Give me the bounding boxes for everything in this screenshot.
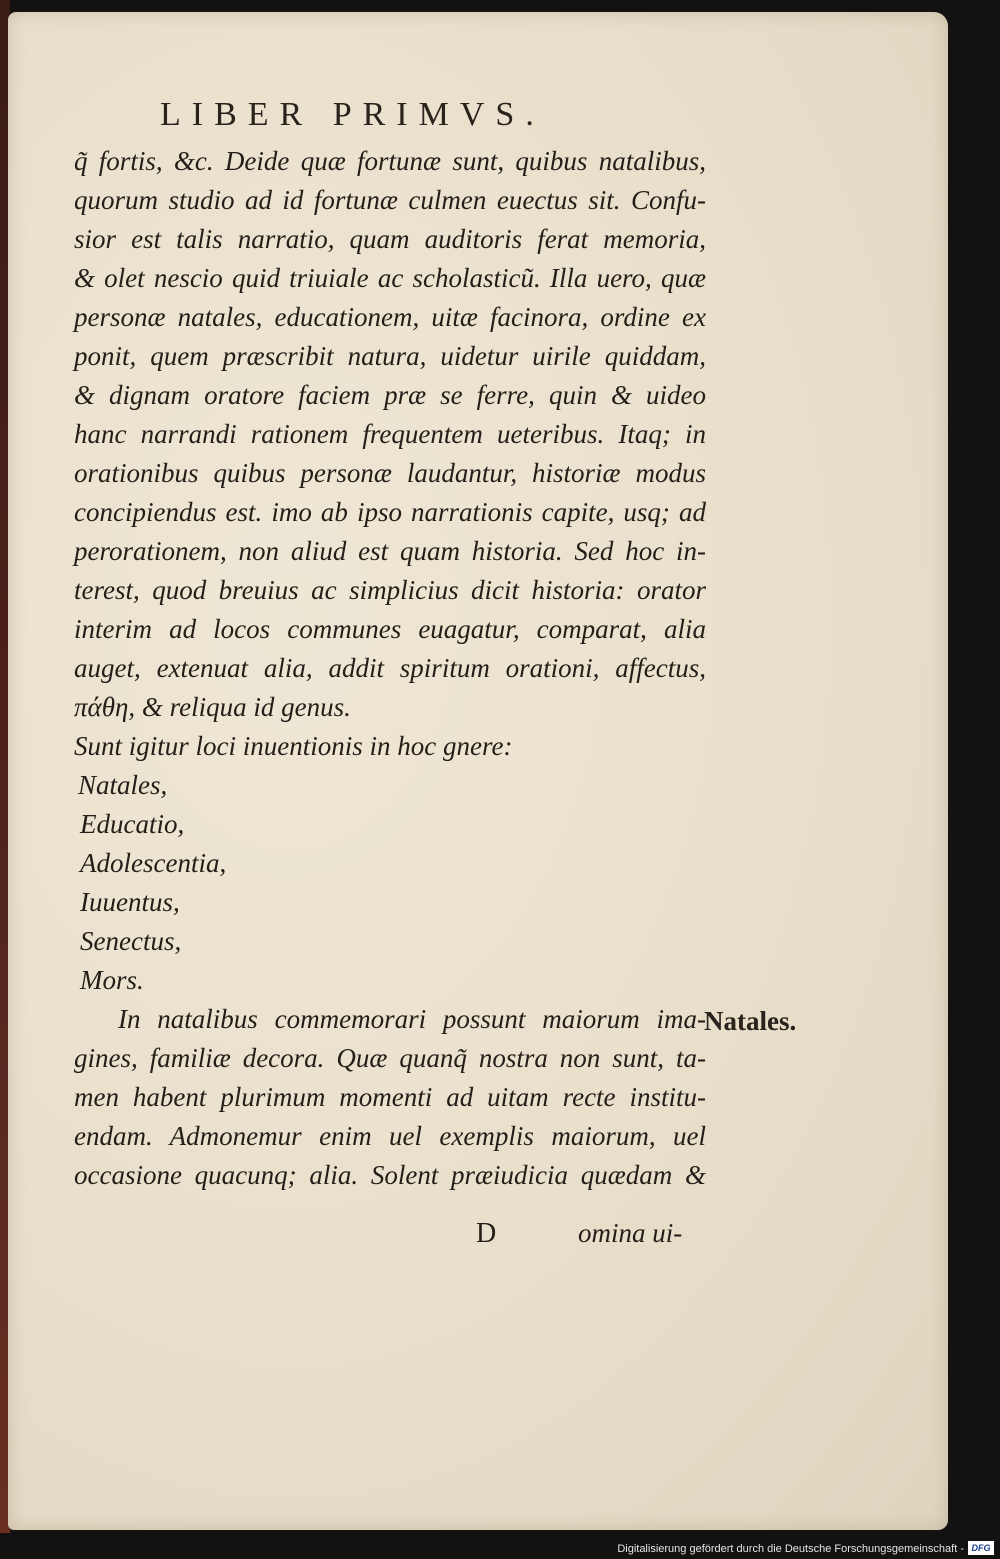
text-body: [74, 142, 706, 1195]
list-item: Natales,: [78, 770, 168, 800]
text-line: hanc narrandi rationem frequentem ueteribus. Itaq; in: [74, 419, 706, 449]
text-line: personæ natales, educationem, uitæ facinora, ordine ex: [74, 302, 706, 332]
text-line: q̃ fortis, &c. Deide quæ fortunæ sunt, quibus natalibus,: [74, 146, 706, 176]
text-line: occasione quacunq; alia. Solent præiudicia quædam &: [74, 1160, 706, 1190]
list-item: Mors.: [80, 965, 144, 995]
topic-list: [74, 766, 706, 1000]
list-item: Adolescentia,: [80, 848, 227, 878]
text-line: & dignam oratore faciem præ se ferre, quin & uideo: [74, 380, 706, 410]
text-line: & olet nescio quid triuiale ac scholasticũ. Illa uero, quæ: [74, 263, 706, 293]
signature-mark: D: [476, 1218, 497, 1249]
text-line: concipiendus est. imo ab ipso narrationis capite, usq; ad: [74, 497, 706, 527]
text-line: gines, familiæ decora. Quæ quanq̃ nostra non sunt, ta-: [74, 1043, 706, 1073]
text-line: ponit, quem præscribit natura, uidetur uirile quiddam,: [74, 341, 706, 371]
text-line: In natalibus commemorari possunt maiorum ima-: [118, 1004, 706, 1034]
text-line: terest, quod breuius ac simplicius dicit historia: orator: [74, 575, 706, 605]
margin-note: Natales.: [704, 1006, 797, 1036]
dfg-logo: DFG: [968, 1541, 994, 1555]
running-head: LIBER PRIMVS.: [160, 96, 545, 133]
list-intro: Sunt igitur loci inuentionis in hoc gnere:: [74, 731, 513, 761]
text-line: interim ad locos communes euagatur, comparat, alia: [74, 614, 706, 644]
footer-bar: [0, 1533, 1000, 1559]
text-line: sior est talis narratio, quam auditoris ferat memoria,: [74, 224, 706, 254]
text-line: endam. Admonemur enim uel exemplis maiorum, uel: [74, 1121, 706, 1151]
funding-credit: Digitalisierung gefördert durch die Deutsche Forschungsgemeinschaft -: [617, 1543, 964, 1555]
text-line: perorationem, non aliud est quam historia. Sed hoc in-: [74, 536, 706, 566]
text-line: men habent plurimum momenti ad uitam recte institu-: [74, 1082, 706, 1112]
text-line: quorum studio ad id fortunæ culmen euectus sit. Confu-: [74, 185, 706, 215]
list-item: Iuuentus,: [80, 887, 180, 917]
text-line: auget, extenuat alia, addit spiritum orationi, affectus,: [74, 653, 706, 683]
text-line: πάθη, & reliqua id genus.: [74, 692, 351, 722]
text-line: orationibus quibus personæ laudantur, historiæ modus: [74, 458, 706, 488]
list-item: Senectus,: [80, 926, 182, 956]
catchword: omina ui-: [578, 1218, 683, 1248]
list-item: Educatio,: [80, 809, 185, 839]
